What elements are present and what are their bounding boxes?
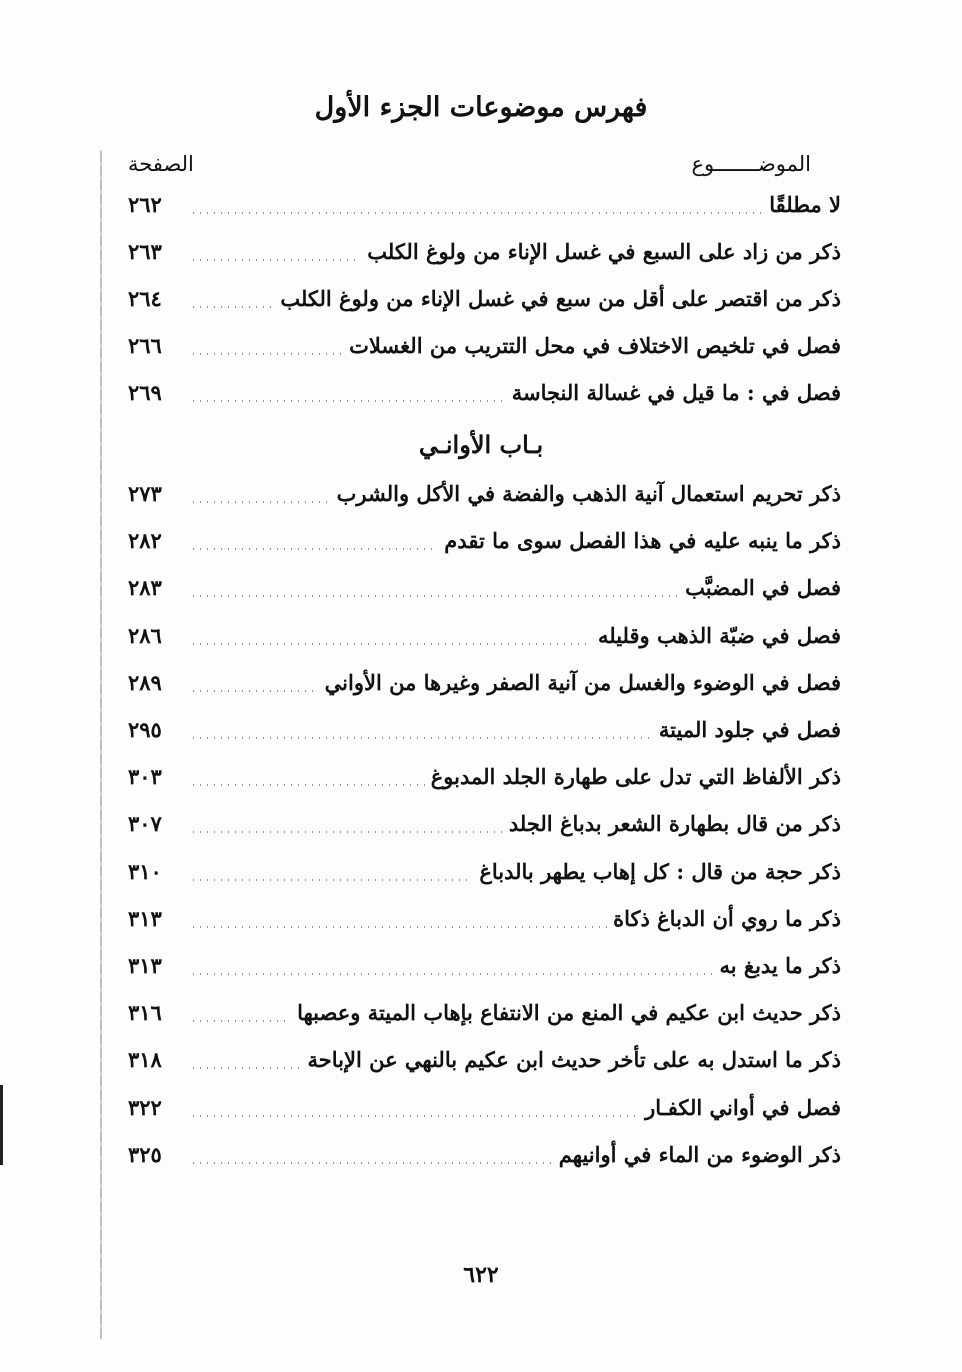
toc-entry-page: ٢٦٢	[128, 192, 162, 217]
dot-leader	[190, 926, 607, 928]
toc-entry	[128, 664, 841, 702]
toc-entry-title: فصل في المضبَّب	[685, 575, 841, 601]
toc-entry	[128, 522, 841, 560]
toc-entry-title: فصل في : ما قيل في غسالة النجاسة	[511, 380, 841, 405]
toc-entry	[128, 233, 841, 271]
dot-leader	[190, 737, 653, 739]
scan-margin-dots	[100, 150, 102, 1340]
toc-entry-title: ذكر حجة من قال : كل إهاب يطهر بالدباغ	[479, 858, 841, 884]
dot-leader	[190, 831, 503, 833]
toc-entry-title: فصل في أواني الكفـار	[645, 1094, 841, 1120]
toc-entry	[128, 758, 841, 796]
toc-entry	[128, 853, 841, 891]
dot-leader	[190, 1115, 639, 1117]
toc-entry-page: ٣١٠	[128, 858, 162, 884]
toc-entry-title: ذكر ما يدبغ به	[719, 953, 841, 978]
toc-entry-title: ذكر ما استدل به على تأخر حديث ابن عكيم بالنهي عن الإباحة	[307, 1047, 841, 1073]
toc-entry-title: فصل في تلخيص الاختلاف في محل التتريب من الغسلات	[349, 333, 841, 358]
toc-entry	[128, 327, 841, 365]
toc-entry-page: ٢٦٩	[128, 380, 162, 405]
toc-entry-page: ٢٨٩	[128, 669, 162, 695]
scan-edge-mark	[0, 1085, 3, 1165]
toc-entry-title: ذكر تحريم استعمال آنية الذهب والفضة في الأكل والشرب	[336, 481, 841, 506]
toc-entry-page: ٣٠٣	[128, 764, 162, 790]
toc-entry-title: ذكر الألفاظ التي تدل على طهارة الجلد المدبوغ	[430, 764, 841, 790]
toc-entry-page: ٢٦٦	[128, 333, 162, 358]
toc-entry-page: ٣١٣	[128, 905, 162, 931]
dot-leader	[190, 353, 343, 355]
dot-leader	[190, 501, 331, 503]
toc-entry	[128, 947, 841, 985]
toc-entry-title: فصل في جلود الميتة	[658, 717, 841, 742]
dot-leader	[190, 1067, 301, 1069]
dot-leader	[190, 1162, 553, 1164]
dot-leader	[190, 400, 506, 402]
topic-column-header: الموضـــــــوع	[691, 152, 811, 176]
section-heading: بـاب الأوانـي	[418, 430, 544, 459]
toc-entry-page: ٢٧٣	[128, 481, 162, 506]
toc-entry-page: ٣١٦	[128, 1000, 162, 1026]
toc-header	[128, 148, 841, 180]
page-column-header: الصفحة	[128, 152, 194, 176]
toc-entry-title: ذكر ما روي أن الدباغ ذكاة	[613, 905, 841, 931]
toc-entry-title: ذكر من اقتصر على أقل من سبع في غسل الإناء من ولوغ الكلب	[280, 286, 841, 311]
toc-entry	[128, 374, 841, 412]
toc-entry	[128, 569, 841, 607]
toc-entry-title: ذكر من قال بطهارة الشعر بدباغ الجلد	[508, 811, 841, 837]
toc-entry-page: ٣٢٥	[128, 1141, 162, 1167]
page-number: ٦٢٢	[463, 1262, 499, 1288]
toc-entry	[128, 1041, 841, 1079]
toc-entry	[128, 1136, 841, 1174]
toc-entry-title: ذكر حديث ابن عكيم في المنع من الانتفاع بإهاب الميتة وعصبها	[297, 1000, 841, 1026]
toc-entry-title: لا مطلقًا	[769, 192, 841, 217]
dot-leader	[190, 690, 319, 692]
toc-entry-page: ٢٨٢	[128, 528, 162, 554]
toc-entry-title: ذكر الوضوء من الماء في أوانيهم	[558, 1141, 841, 1167]
dot-leader	[190, 306, 274, 308]
toc-entry	[128, 186, 841, 224]
toc-entry-title: ذكر ما ينبه عليه في هذا الفصل سوى ما تقدم	[444, 528, 841, 554]
toc-entry-page: ٣١٣	[128, 953, 162, 978]
toc-entry-page: ٢٩٥	[128, 717, 162, 742]
toc-entry-page: ٢٦٤	[128, 286, 162, 311]
dot-leader	[190, 973, 713, 975]
dot-leader	[190, 595, 679, 597]
toc-entry-title: ذكر من زاد على السبع في غسل الإناء من ولوغ الكلب	[367, 239, 841, 264]
toc-entry-page: ٢٨٦	[128, 622, 162, 648]
toc-entry	[128, 994, 841, 1032]
toc-entry-page: ٣٠٧	[128, 811, 162, 837]
toc-entry	[128, 805, 841, 843]
toc-entry-title: فصل في الوضوء والغسل من آنية الصفر وغيرها من الأواني	[324, 669, 841, 695]
toc-entry	[128, 475, 841, 513]
dot-leader	[190, 784, 425, 786]
dot-leader	[190, 259, 361, 261]
dot-leader	[190, 548, 438, 550]
toc-entry	[128, 280, 841, 318]
toc-entry-page: ٣١٨	[128, 1047, 162, 1073]
dot-leader	[190, 643, 592, 645]
dot-leader	[190, 212, 763, 214]
toc-entry	[128, 711, 841, 749]
page-title: فهرس موضوعات الجزء الأول	[314, 92, 648, 123]
toc-entry-page: ٢٨٣	[128, 575, 162, 601]
toc-entry	[128, 900, 841, 938]
toc-entry-page: ٢٦٣	[128, 239, 162, 264]
dot-leader	[190, 1020, 291, 1022]
dot-leader	[190, 879, 473, 881]
toc-entry-page: ٣٢٢	[128, 1094, 162, 1120]
toc-entry	[128, 1089, 841, 1127]
toc-entry-title: فصل في ضبّة الذهب وقليله	[598, 622, 841, 648]
toc-entry	[128, 617, 841, 655]
